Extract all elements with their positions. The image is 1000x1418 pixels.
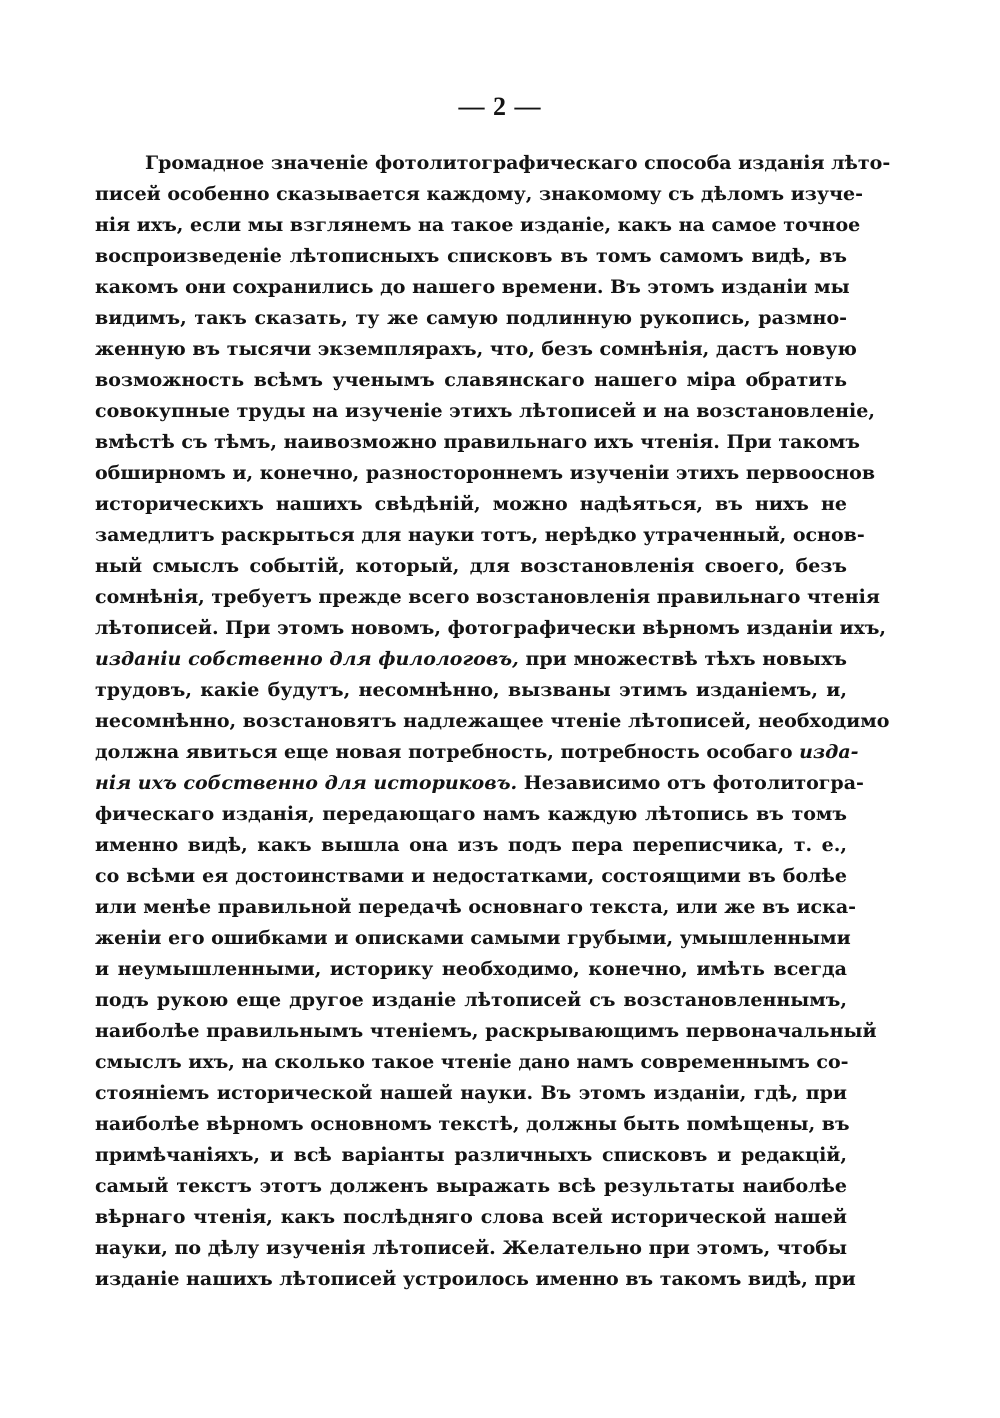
text-line <box>95 210 861 241</box>
text-segment: вѣрнаго чтенія, какъ послѣдняго слова всей исторической нашей <box>95 1206 847 1228</box>
text-line <box>95 489 847 520</box>
text-segment: совокупные труды на изученіе этихъ лѣтописей и на возстановленіе, <box>95 400 875 422</box>
text-line <box>95 1171 847 1202</box>
text-segment: науки, по дѣлу изученія лѣтописей. Желательно при этомъ, чтобы <box>95 1237 847 1259</box>
text-segment: историческихъ нашихъ свѣдѣній, можно надѣяться, въ нихъ не <box>95 493 847 515</box>
text-segment: именно видѣ, какъ вышла она изъ подъ пера переписчика, т. е., <box>95 834 847 856</box>
text-line <box>95 582 880 613</box>
text-segment: примѣчаніяхъ, и всѣ варіанты различныхъ списковъ и редакцій, <box>95 1144 847 1166</box>
text-line <box>95 613 887 644</box>
italic-text: изда- <box>799 741 859 763</box>
text-segment: вмѣстѣ съ тѣмъ, наивозможно правильнаго ихъ чтенія. При такомъ <box>95 431 860 453</box>
text-line <box>95 427 860 458</box>
text-segment: со всѣми ея достоинствами и недостатками, состоящими въ болѣе <box>95 865 847 887</box>
text-line <box>95 675 847 706</box>
text-segment: писей особенно сказывается каждому, знакомому съ дѣломъ изуче- <box>95 183 863 205</box>
text-line <box>95 1264 856 1295</box>
text-segment: Независимо отъ фотолитогра- <box>517 772 864 794</box>
text-segment: Громадное значеніе фотолитографическаго способа изданія лѣто- <box>145 152 891 174</box>
text-line <box>95 303 847 334</box>
text-segment: при множествѣ тѣхъ новыхъ <box>518 648 847 670</box>
page-number: — 2 — <box>458 92 542 121</box>
text-segment: и неумышленными, историку необходимо, конечно, имѣть всегда <box>95 958 847 980</box>
text-line <box>95 458 876 489</box>
text-line <box>95 272 850 303</box>
text-line <box>95 551 847 582</box>
text-line <box>95 520 865 551</box>
text-segment: наиболѣе правильнымъ чтеніемъ, раскрывающимъ первоначальный <box>95 1020 877 1042</box>
text-line <box>95 1109 850 1140</box>
text-segment: или менѣе правильной передачѣ основнаго текста, или же въ иска- <box>95 896 857 918</box>
text-segment: лѣтописей. При этомъ новомъ, фотографически вѣрномъ изданіи ихъ, <box>95 617 887 639</box>
text-line <box>95 1233 847 1264</box>
italic-text: нія ихъ собственно для историковъ. <box>95 772 518 794</box>
text-line <box>95 148 891 179</box>
text-segment: обширномъ и, конечно, разностороннемъ изученіи этихъ первооснов <box>95 462 876 484</box>
text-line <box>95 1140 847 1171</box>
text-line <box>95 1078 847 1109</box>
text-segment: подъ рукою еще другое изданіе лѣтописей съ возстановленнымъ, <box>95 989 847 1011</box>
text-line <box>95 861 847 892</box>
text-segment: возможность всѣмъ ученымъ славянскаго нашего міра обратить <box>95 369 847 391</box>
text-line <box>95 179 863 210</box>
text-line <box>95 768 864 799</box>
text-segment: смыслъ ихъ, на сколько такое чтеніе дано намъ современнымъ со- <box>95 1051 849 1073</box>
text-line <box>95 396 875 427</box>
text-segment: несомнѣнно, возстановятъ надлежащее чтеніе лѣтописей, необходимо <box>95 710 890 732</box>
text-line <box>95 365 847 396</box>
text-segment: изданіе нашихъ лѣтописей устроилось именно въ такомъ видѣ, при <box>95 1268 856 1290</box>
text-line <box>95 1047 847 1078</box>
text-segment: должна явиться еще новая потребность, потребность особаго <box>95 741 800 763</box>
text-line <box>95 241 847 272</box>
text-segment: женіи его ошибками и описками самыми грубыми, умышленными <box>95 927 851 949</box>
text-segment: стояніемъ исторической нашей науки. Въ этомъ изданіи, гдѣ, при <box>95 1082 847 1104</box>
text-segment: трудовъ, какіе будутъ, несомнѣнно, вызваны этимъ изданіемъ, и, <box>95 679 847 701</box>
text-segment: наиболѣе вѣрномъ основномъ текстѣ, должны быть помѣщены, въ <box>95 1113 850 1135</box>
body-paragraph <box>95 148 891 1295</box>
text-line <box>95 954 847 985</box>
text-segment: самый текстъ этотъ долженъ выражать всѣ результаты наиболѣе <box>95 1175 847 1197</box>
text-segment: фическаго изданія, передающаго намъ каждую лѣтопись въ томъ <box>95 803 847 825</box>
text-segment: женную въ тысячи экземплярахъ, что, безъ сомнѣнія, дастъ новую <box>95 338 857 360</box>
text-line <box>95 1202 847 1233</box>
text-line <box>95 706 890 737</box>
text-segment: замедлитъ раскрыться для науки тотъ, нерѣдко утраченный, основ- <box>95 524 865 546</box>
text-line <box>95 892 857 923</box>
text-segment: нія ихъ, если мы взглянемъ на такое изданіе, какъ на самое точное <box>95 214 861 236</box>
text-line <box>95 923 851 954</box>
text-line <box>95 737 859 768</box>
text-line <box>95 830 847 861</box>
text-segment: видимъ, такъ сказать, ту же самую подлинную рукопись, размно- <box>95 307 847 329</box>
text-line <box>95 334 857 365</box>
text-line <box>95 985 847 1016</box>
text-segment: сомнѣнія, требуетъ прежде всего возстановленія правильнаго чтенія <box>95 586 880 608</box>
italic-text: изданіи собственно для филологовъ, <box>95 648 519 670</box>
text-line <box>95 644 847 675</box>
text-line <box>95 1016 877 1047</box>
text-segment: воспроизведеніе лѣтописныхъ списковъ въ томъ самомъ видѣ, въ <box>95 245 847 267</box>
text-segment: ный смыслъ событій, который, для возстановленія своего, безъ <box>95 555 847 577</box>
text-segment: какомъ они сохранились до нашего времени. Въ этомъ изданіи мы <box>95 276 850 298</box>
text-line <box>95 799 847 830</box>
